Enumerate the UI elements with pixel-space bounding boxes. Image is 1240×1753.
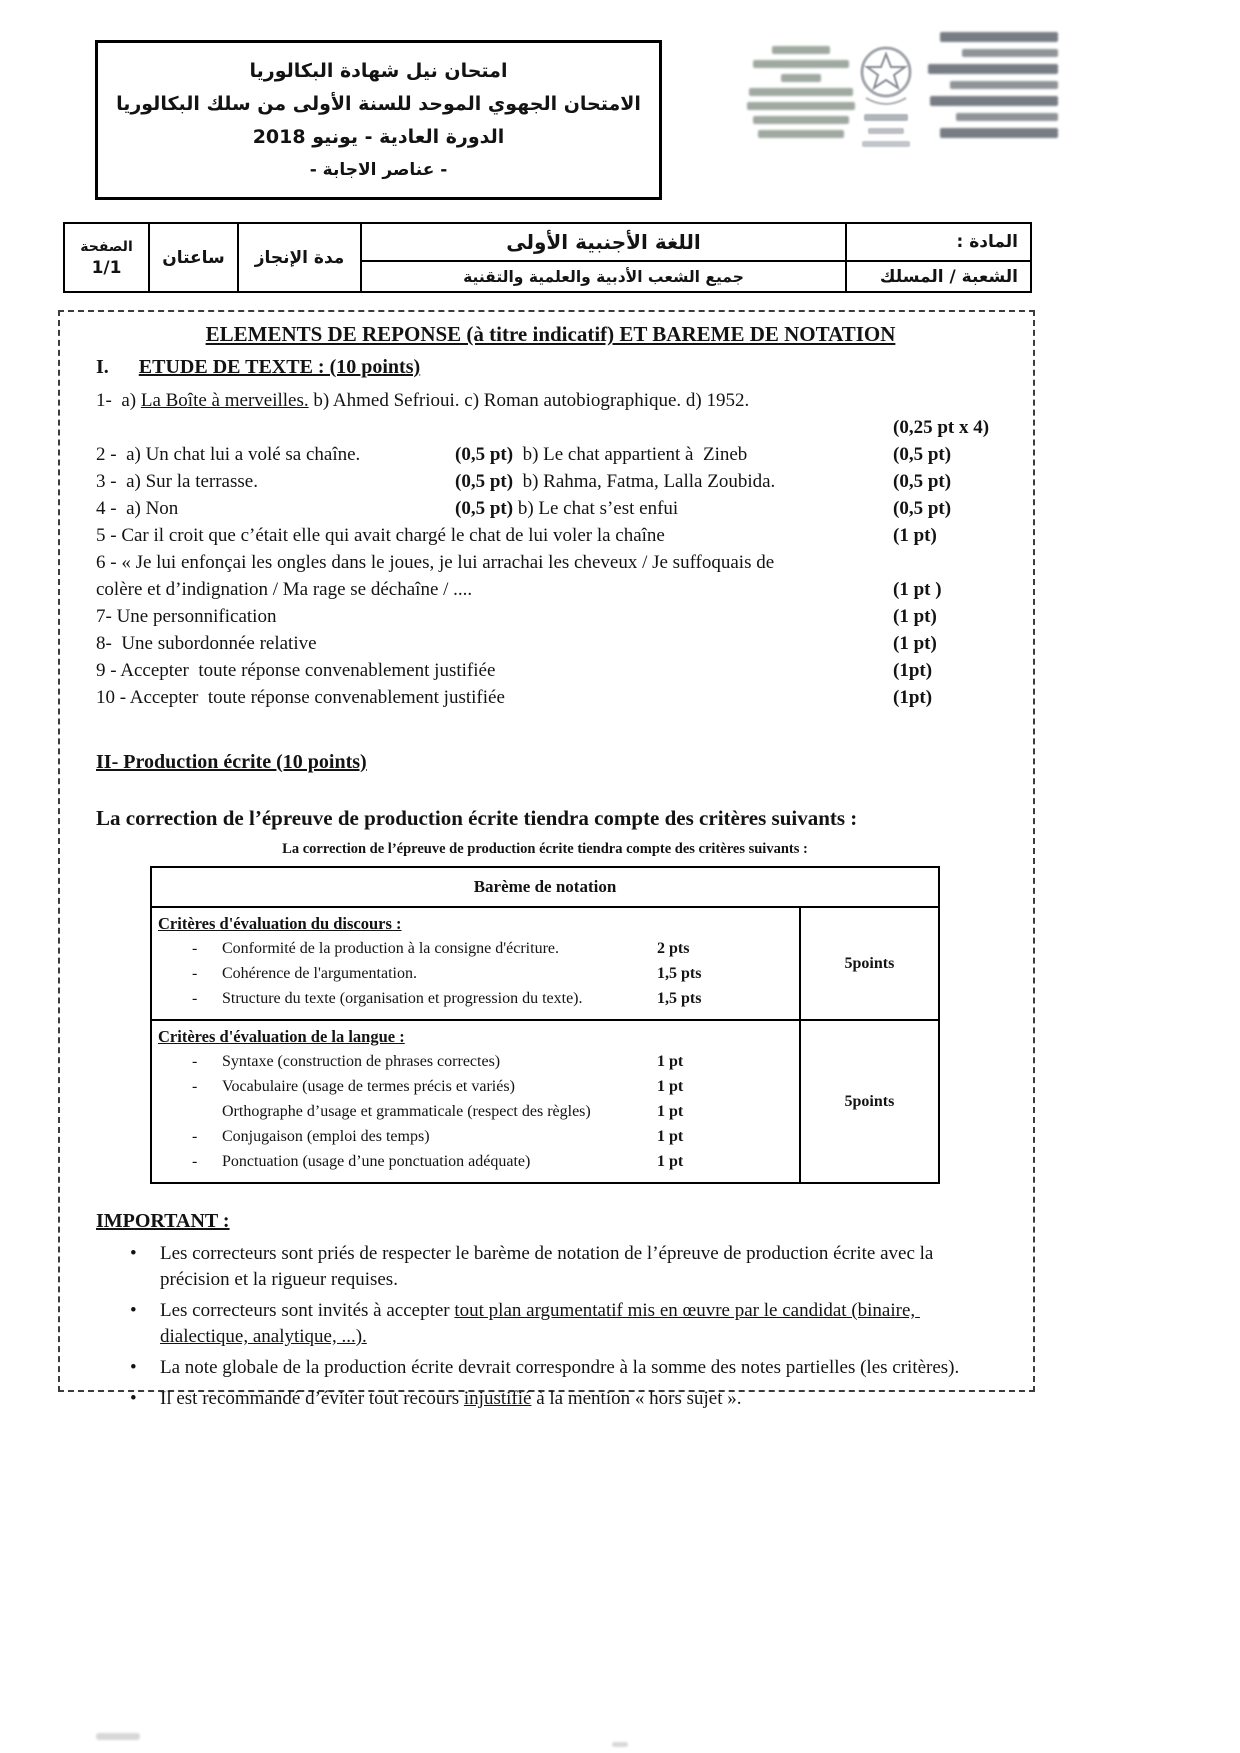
points-value: (1 pt): [893, 525, 937, 546]
bullet-text: [160, 1241, 1005, 1293]
text-segment: à la mention « hors sujet ».: [531, 1388, 742, 1409]
criteria-cell: [151, 907, 800, 1020]
criteria-row: [152, 1049, 799, 1074]
points-value: (0,25 pt x 4): [893, 417, 990, 438]
points-value: (0,5 pt): [893, 444, 952, 465]
criteria-label: Syntaxe (construction de phrases correctes): [222, 1053, 501, 1070]
points-value: (1pt): [893, 687, 933, 708]
exam-title-line-1: امتحان نيل شهادة البكالوريا: [249, 59, 508, 82]
answer-line: [96, 414, 1005, 441]
text-segment: 3 - a) Sur la terrasse.: [96, 471, 258, 492]
answer-text: [96, 549, 1005, 576]
dash: -: [192, 990, 198, 1007]
exam-title-line-2: الامتحان الجهوي الموحد للسنة الأولى من سلك البكالوريا: [116, 92, 641, 115]
text-segment: injustifié: [463, 1388, 532, 1409]
text-segment: b) Ahmed Sefrioui. c) Roman autobiographique. d) 1952.: [308, 390, 750, 411]
important-bullets: [96, 1241, 1005, 1412]
criteria-points: 1 pt: [657, 1103, 684, 1120]
bullet-icon: •: [130, 1357, 137, 1378]
bareme-table: [150, 866, 940, 1184]
criteria-intro-large: La correction de l’épreuve de production écrite tiendra compte des critères suivants :: [96, 806, 858, 830]
page-label: الصفحة: [80, 239, 133, 255]
criteria-points: 1,5 pts: [657, 965, 702, 982]
duration-value: ساعتان: [149, 223, 238, 292]
dash: -: [192, 1128, 198, 1145]
criteria-points: 1 pt: [657, 1153, 684, 1170]
text-segment: La Boîte à merveilles.: [140, 390, 309, 411]
section-2-heading: II- Production écrite (10 points): [96, 751, 367, 773]
text-segment: b) Rahma, Fatma, Lalla Zoubida.: [513, 471, 776, 492]
text-segment: b) Le chat s’est enfui: [513, 498, 679, 519]
important-bullet: [96, 1241, 1005, 1293]
dash: -: [192, 940, 198, 957]
points-value: (1pt): [893, 660, 933, 681]
ministry-stamp-left-icon: [745, 46, 857, 138]
answer-line: [96, 576, 1005, 603]
points-value: (0,5 pt): [893, 471, 952, 492]
track-value: جميع الشعب الأدبية والعلمية والتقنية: [361, 261, 846, 292]
important-bullet: [96, 1386, 1005, 1412]
answer-line: [96, 495, 1005, 522]
section-total-points: 5points: [800, 907, 939, 1020]
answer-text: [96, 684, 893, 711]
bullet-icon: •: [130, 1300, 137, 1321]
answer-line: [96, 549, 1005, 576]
text-segment: Les correcteurs sont priés de respecter le barème de notation de l’épreuve de production écrite avec la précision et la rigueur requises.: [160, 1243, 939, 1290]
answer-text: [96, 630, 893, 657]
dash: -: [192, 1153, 198, 1170]
track-label: الشعبة / المسلك: [846, 261, 1031, 292]
section-1-title: ETUDE DE TEXTE : (10 points): [138, 356, 421, 378]
points-value: (1 pt): [893, 633, 937, 654]
bullet-text: [160, 1355, 1005, 1381]
criteria-row: [152, 1074, 799, 1099]
important-heading: IMPORTANT :: [96, 1210, 230, 1232]
criteria-label: Ponctuation (usage d’une ponctuation adéquate): [222, 1153, 531, 1170]
bareme-section-row: [151, 1020, 939, 1183]
dash: -: [192, 965, 198, 982]
text-segment: 8- Une subordonnée relative: [96, 633, 317, 654]
text-segment: tout plan argumentatif mis en œuvre par le candidat (binaire, dialectique, analytique, ...).: [160, 1300, 920, 1347]
etude-answer-lines: [96, 387, 1005, 711]
text-segment: Il est recommandé d’éviter tout recours: [160, 1388, 464, 1409]
text-segment: (0,5 pt): [455, 471, 514, 492]
criteria-label: Cohérence de l'argumentation.: [222, 965, 417, 982]
criteria-cell: [151, 1020, 800, 1183]
answer-line: [96, 684, 1005, 711]
ministry-stamp-right-icon: [920, 32, 1058, 138]
answer-line: [96, 657, 1005, 684]
subject-title: اللغة الأجنبية الأولى: [361, 223, 846, 261]
criteria-points: 1 pt: [657, 1078, 684, 1095]
duration-label: مدة الإنجاز: [238, 223, 361, 292]
answer-text: [96, 441, 893, 468]
text-segment: 6 - « Je lui enfonçai les ongles dans le joues, je lui arrachai les cheveux / Je suffoquais de: [96, 552, 775, 573]
criteria-row: [152, 1099, 799, 1124]
text-segment: 9 - Accepter toute réponse convenablement justifiée: [96, 660, 496, 681]
answer-text: [96, 522, 893, 549]
answer-text: [96, 468, 893, 495]
bullet-icon: •: [130, 1243, 137, 1264]
criteria-label: Structure du texte (organisation et progression du texte).: [222, 990, 583, 1007]
text-segment: 10 - Accepter toute réponse convenablement justifiée: [96, 687, 505, 708]
answer-text: [96, 387, 1005, 414]
answer-line: [96, 603, 1005, 630]
answer-text: [96, 576, 893, 603]
answer-text: [96, 603, 893, 630]
answer-line: [96, 387, 1005, 414]
important-bullet: [96, 1298, 1005, 1350]
text-segment: La note globale de la production écrite devrait correspondre à la somme des notes partielles (les critères).: [160, 1357, 960, 1378]
points-value: (1 pt): [893, 606, 937, 627]
scan-artifact: [96, 1733, 140, 1740]
criteria-points: 1 pt: [657, 1053, 684, 1070]
criteria-row: [152, 1124, 799, 1149]
scan-artifact: [612, 1742, 628, 1747]
bullet-icon: •: [130, 1388, 137, 1409]
points-value: (0,5 pt): [893, 498, 952, 519]
text-segment: (0,5 pt): [455, 498, 514, 519]
answer-line: [96, 441, 1005, 468]
criteria-row: [152, 986, 799, 1011]
dash: -: [192, 1053, 198, 1070]
answer-text: [96, 495, 893, 522]
bareme-header-row: [151, 867, 939, 907]
page-cell: [64, 223, 149, 292]
bullet-text: [160, 1386, 1005, 1412]
text-segment: 5 - Car il croit que c’était elle qui avait chargé le chat de lui voler la chaîne: [96, 525, 665, 546]
criteria-label: Orthographe d’usage et grammaticale (respect des règles): [222, 1103, 591, 1120]
bareme-section-row: [151, 907, 939, 1020]
document-title: ELEMENTS DE REPONSE (à titre indicatif) ET BAREME DE NOTATION: [205, 322, 896, 346]
criteria-label: Conjugaison (emploi des temps): [222, 1128, 430, 1145]
criteria-intro-small: La correction de l’épreuve de production écrite tiendra compte des critères suivants :: [282, 841, 808, 857]
answer-text: [96, 657, 893, 684]
page-number: 1/1: [91, 258, 122, 278]
answer-elements-line: - عناصر الاجابة -: [309, 159, 448, 180]
criteria-label: Vocabulaire (usage de termes précis et variés): [222, 1078, 515, 1095]
text-segment: (0,5 pt): [455, 444, 514, 465]
criteria-row: [152, 1149, 799, 1174]
dash: -: [192, 1078, 198, 1095]
answer-key-content: [58, 310, 1035, 1409]
criteria-label: Conformité de la production à la consigne d'écriture.: [222, 940, 559, 957]
criteria-section-title: Critères d'évaluation de la langue :: [158, 1027, 405, 1046]
exam-header-box: [95, 40, 662, 200]
criteria-section-title: Critères d'évaluation du discours :: [158, 914, 402, 933]
section-1-heading: [96, 356, 1005, 379]
exam-session-line: الدورة العادية - يونيو 2018: [252, 125, 505, 148]
answer-line: [96, 522, 1005, 549]
bareme-table-title: Barème de notation: [151, 867, 939, 907]
bareme-table-body: [151, 867, 939, 1183]
criteria-points: 1,5 pts: [657, 990, 702, 1007]
points-value: (1 pt ): [893, 579, 942, 600]
criteria-row: [152, 936, 799, 961]
important-bullet: [96, 1355, 1005, 1381]
answer-line: [96, 630, 1005, 657]
text-segment: 7- Une personnification: [96, 606, 277, 627]
criteria-row: [152, 961, 799, 986]
section-1-number: I.: [96, 356, 109, 378]
royal-emblem-icon: [856, 40, 916, 163]
answer-line: [96, 468, 1005, 495]
bullet-text: [160, 1298, 1005, 1350]
text-segment: 2 - a) Un chat lui a volé sa chaîne.: [96, 444, 361, 465]
text-segment: 1- a): [96, 390, 141, 411]
subject-label: المادة :: [846, 223, 1031, 261]
dash: [192, 1099, 222, 1124]
text-segment: 4 - a) Non: [96, 498, 179, 519]
section-total-points: 5points: [800, 1020, 939, 1183]
criteria-points: 2 pts: [657, 940, 690, 957]
exam-info-table: [63, 222, 1032, 293]
text-segment: Les correcteurs sont invités à accepter: [160, 1300, 455, 1321]
criteria-points: 1 pt: [657, 1128, 684, 1145]
text-segment: b) Le chat appartient à Zineb: [513, 444, 748, 465]
text-segment: colère et d’indignation / Ma rage se déchaîne / ....: [96, 579, 473, 600]
